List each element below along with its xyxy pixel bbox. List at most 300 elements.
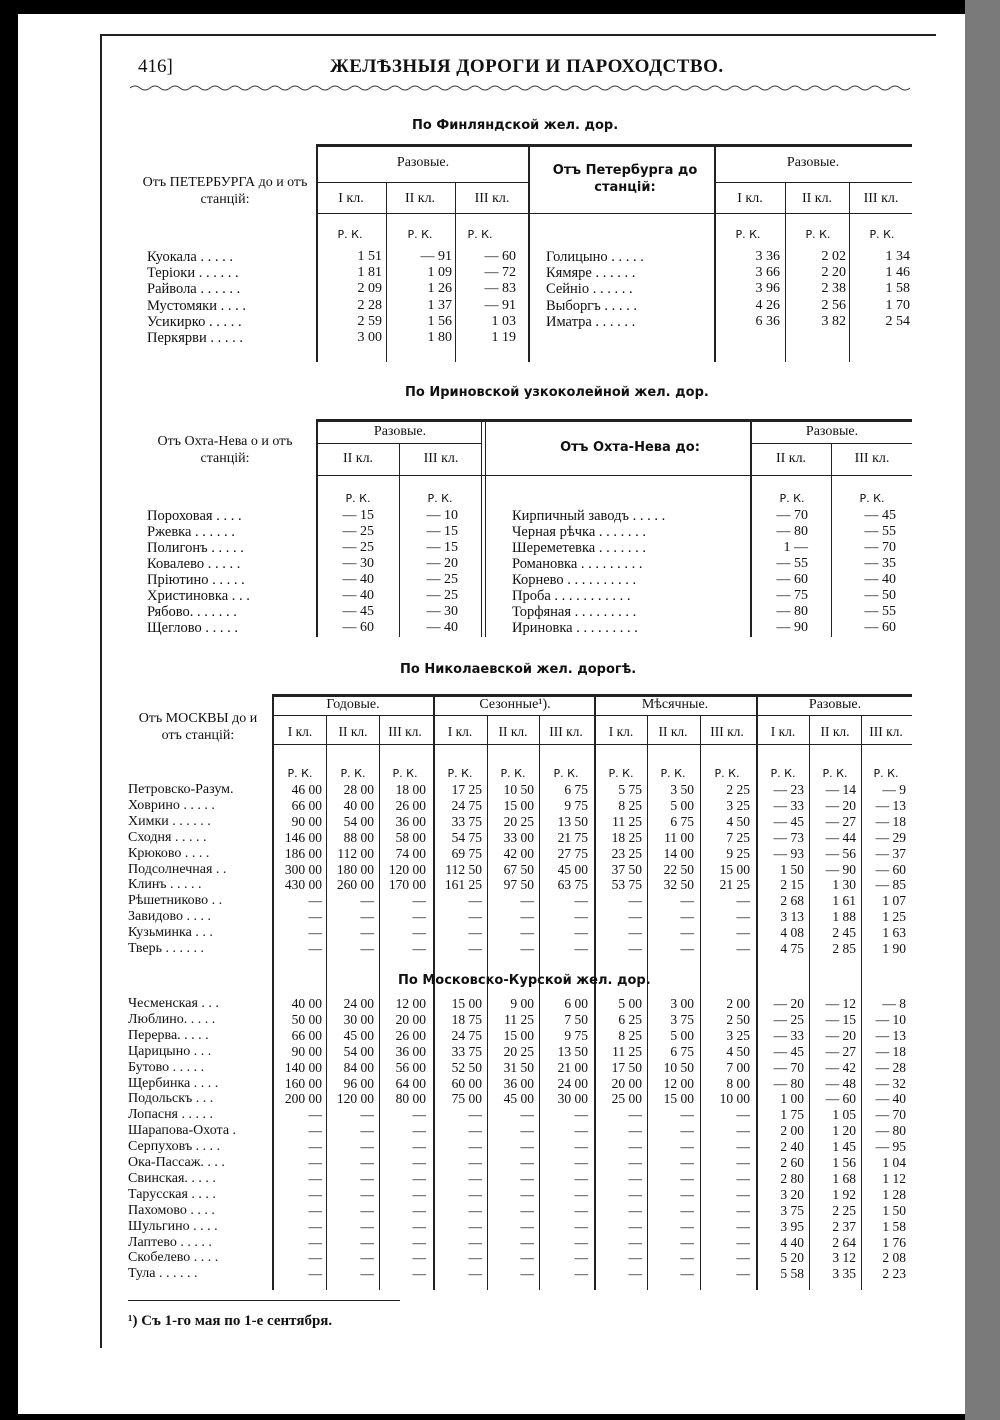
fare-value: 260 00 xyxy=(336,877,374,893)
fare-value: — 45 xyxy=(773,813,804,829)
fare-value: — xyxy=(574,1218,588,1234)
fare-value: — 33 xyxy=(773,1027,804,1043)
fare-value: — xyxy=(574,1266,588,1282)
fare-value: — 60 xyxy=(776,572,808,587)
station-name: Лаптево . . . . . xyxy=(128,1234,212,1250)
fare-value: — xyxy=(468,925,482,941)
fare-value: 2 56 xyxy=(821,297,846,313)
class-header: III кл. xyxy=(854,451,890,466)
fare-value: — xyxy=(680,1155,694,1170)
fare-value: 36 00 xyxy=(395,1043,426,1059)
unit-label: Р. К. xyxy=(873,767,899,780)
fare-value: 2 45 xyxy=(832,925,856,941)
fare-value: 17 50 xyxy=(611,1059,642,1075)
fare-value: 2 54 xyxy=(885,313,910,329)
fare-value: — 85 xyxy=(875,877,906,893)
station-name: Шереметевка . . . . . . . xyxy=(512,540,646,556)
fare-value: — 60 xyxy=(484,249,516,264)
station-name: Выборгъ . . . . . xyxy=(546,297,637,314)
rule xyxy=(455,182,456,362)
fare-value: — xyxy=(680,1234,694,1250)
fare-value: 13 50 xyxy=(557,813,588,829)
fare-value: — 40 xyxy=(875,1091,906,1107)
fare-value: — xyxy=(736,1170,750,1186)
fare-value: 18 25 xyxy=(611,829,642,845)
fare-value: — 80 xyxy=(875,1123,906,1139)
fare-value: — 20 xyxy=(825,797,856,813)
fare-value: 36 00 xyxy=(503,1075,534,1091)
fare-value: — xyxy=(680,1250,694,1266)
fare-value: 13 50 xyxy=(557,1043,588,1059)
station-name: Щеглово . . . . . xyxy=(147,620,239,636)
fare-value: — xyxy=(468,909,482,925)
fare-value: 3 75 xyxy=(670,1011,694,1027)
fare-value: 15 00 xyxy=(503,1027,534,1043)
nikol-left-header: Отъ МОСКВЫ до и отъ станцій: xyxy=(138,711,258,743)
fare-value: — 60 xyxy=(875,861,906,877)
fare-value: — 40 xyxy=(426,620,458,635)
footnote: ¹) Съ 1-го мая по 1-е сентября. xyxy=(128,1313,333,1329)
footnote-rule xyxy=(128,1300,400,1301)
fare-value: 24 00 xyxy=(343,996,374,1011)
class-header: I кл. xyxy=(287,724,313,739)
fare-value: 2 59 xyxy=(357,313,382,329)
fare-value: 1 80 xyxy=(427,330,452,345)
fare-value: — xyxy=(308,1250,322,1266)
station-name: Черная рѣчка . . . . . . . xyxy=(512,524,647,540)
class-header: III кл. xyxy=(549,724,583,739)
fare-value: — 70 xyxy=(773,1059,804,1075)
fare-value: 15 00 xyxy=(451,996,482,1011)
fare-value: 21 25 xyxy=(719,877,750,893)
fare-value: 63 75 xyxy=(557,877,588,893)
fare-value: — 18 xyxy=(875,813,906,829)
fare-value: 1 46 xyxy=(885,265,910,281)
unit-label: Р. К. xyxy=(407,228,433,241)
fare-value: 5 00 xyxy=(618,996,642,1011)
fare-value: — xyxy=(412,1139,426,1155)
fare-value: — xyxy=(628,1170,642,1186)
fare-value: 3 12 xyxy=(832,1250,856,1266)
fare-value: — xyxy=(680,941,694,956)
fare-value: — xyxy=(360,1155,374,1170)
class-header: II кл. xyxy=(338,724,368,739)
fare-value: 32 50 xyxy=(663,877,694,893)
station-name: Христиновка . . . xyxy=(147,588,250,604)
fare-value: 1 75 xyxy=(780,1107,804,1123)
rule xyxy=(316,475,912,476)
fare-value: — 40 xyxy=(864,572,896,587)
class-header: II кл. xyxy=(342,451,374,466)
fare-value: 1 58 xyxy=(882,1218,906,1234)
fare-value: 2 40 xyxy=(780,1139,804,1155)
station-name: Клинъ . . . . . xyxy=(128,877,202,893)
fare-value: — xyxy=(736,1155,750,1170)
fare-value: — xyxy=(628,909,642,925)
fare-value: — xyxy=(308,1186,322,1202)
rule xyxy=(849,182,850,362)
class-header: II кл. xyxy=(801,191,833,206)
station-name: Завидово . . . . xyxy=(128,909,211,925)
fare-value: 300 00 xyxy=(284,861,322,877)
fare-value: — xyxy=(360,1107,374,1123)
class-header: II кл. xyxy=(498,724,528,739)
fare-value: 46 00 xyxy=(291,782,322,797)
section-title-finland: По Финляндской жел. дор. xyxy=(412,118,619,133)
fare-value: — xyxy=(468,1250,482,1266)
rule xyxy=(386,182,387,362)
class-header: II кл. xyxy=(404,191,436,206)
finland-left-header: Отъ ПЕТЕРБУРГА до и отъ станцій: xyxy=(142,175,308,207)
fare-value: — 40 xyxy=(342,572,374,587)
fare-value: — 20 xyxy=(426,556,458,571)
group-header: Сезонные¹). xyxy=(479,697,551,712)
fare-value: 2 60 xyxy=(780,1155,804,1170)
fare-value: 1 30 xyxy=(832,877,856,893)
fare-value: 1 70 xyxy=(885,297,910,313)
fare-value: — 55 xyxy=(864,604,896,619)
fare-value: 96 00 xyxy=(343,1075,374,1091)
fare-value: — xyxy=(412,1186,426,1202)
fare-value: — xyxy=(736,1218,750,1234)
fare-value: 11 25 xyxy=(612,813,642,829)
fare-value: 6 00 xyxy=(564,996,588,1011)
fare-value: 5 58 xyxy=(780,1266,804,1282)
rule xyxy=(316,213,528,214)
fare-value: 4 26 xyxy=(755,297,780,313)
fare-value: — xyxy=(736,1139,750,1155)
fare-value: 21 75 xyxy=(557,829,588,845)
fare-value: — xyxy=(736,1107,750,1123)
fare-value: 3 82 xyxy=(821,313,846,329)
station-name: Кузьминка . . . xyxy=(128,925,213,941)
fare-value: 2 09 xyxy=(357,281,382,297)
fare-value: — xyxy=(520,1202,534,1218)
fare-value: 1 26 xyxy=(427,281,452,297)
fare-value: — 70 xyxy=(776,508,808,523)
fare-value: — 27 xyxy=(825,813,856,829)
rule xyxy=(326,715,327,1290)
fare-value: — xyxy=(468,893,482,909)
page-number: 416] xyxy=(138,56,173,77)
fare-value: — 23 xyxy=(773,782,804,797)
fare-value: — xyxy=(308,1170,322,1186)
fare-value: 33 75 xyxy=(451,813,482,829)
fare-value: — 14 xyxy=(825,782,856,797)
fare-value: 11 25 xyxy=(504,1011,534,1027)
fare-value: — xyxy=(468,1234,482,1250)
fare-value: 4 08 xyxy=(780,925,804,941)
fare-value: 160 00 xyxy=(284,1075,322,1091)
fare-value: — xyxy=(680,1186,694,1202)
fare-value: 69 75 xyxy=(451,845,482,861)
fare-value: 45 00 xyxy=(557,861,588,877)
fare-value: 1 90 xyxy=(882,941,906,956)
group-header: Разовые. xyxy=(808,697,862,712)
fare-value: 146 00 xyxy=(284,829,322,845)
fare-value: 28 00 xyxy=(343,782,374,797)
fare-value: — xyxy=(628,1139,642,1155)
fare-value: 3 36 xyxy=(755,249,780,264)
station-name: Тула . . . . . . xyxy=(128,1266,198,1282)
fare-value: — xyxy=(680,1170,694,1186)
irinov-right-header: Отъ Охта-Нева до: xyxy=(560,440,700,455)
fare-value: — xyxy=(360,1266,374,1282)
fare-value: 14 00 xyxy=(663,845,694,861)
fare-value: 2 25 xyxy=(832,1202,856,1218)
fare-value: — xyxy=(360,909,374,925)
fare-value: — xyxy=(520,1170,534,1186)
unit-label: Р. К. xyxy=(770,767,796,780)
class-header: I кл. xyxy=(447,724,473,739)
fare-value: 6 36 xyxy=(755,313,780,329)
finland-right-header: Отъ Петербурга до станцій: xyxy=(552,163,698,195)
fare-value: — 70 xyxy=(875,1107,906,1123)
station-name: Сходня . . . . . xyxy=(128,829,207,845)
rule xyxy=(481,419,482,637)
fare-value: 10 50 xyxy=(503,782,534,797)
fare-value: — xyxy=(680,1107,694,1123)
fare-value: 3 20 xyxy=(780,1186,804,1202)
fare-value: — xyxy=(360,1234,374,1250)
fare-value: 1 88 xyxy=(832,909,856,925)
fare-value: — xyxy=(574,909,588,925)
fare-value: — xyxy=(360,1123,374,1139)
unit-label: Р. К. xyxy=(779,492,805,505)
fare-value: 1 34 xyxy=(885,249,910,264)
running-head: ЖЕЛѢЗНЫЯ ДОРОГИ И ПАРОХОДСТВО. xyxy=(330,56,724,77)
fare-value: 11 00 xyxy=(664,829,694,845)
fare-value: — 10 xyxy=(426,508,458,523)
station-name: Ковалево . . . . . xyxy=(147,556,241,572)
station-name: Шульгино . . . . xyxy=(128,1218,218,1234)
unit-label: Р. К. xyxy=(340,767,366,780)
fare-value: — 13 xyxy=(875,797,906,813)
fare-value: — xyxy=(360,941,374,956)
fare-value: 45 00 xyxy=(503,1091,534,1107)
fare-value: — xyxy=(308,1155,322,1170)
station-name: Шарапова-Охота . xyxy=(128,1123,237,1139)
fare-value: — 50 xyxy=(864,588,896,603)
fare-value: — xyxy=(308,1266,322,1282)
fare-value: 1 20 xyxy=(832,1123,856,1139)
fare-value: 1 51 xyxy=(357,249,382,264)
fare-value: — xyxy=(308,893,322,909)
station-name: Мустомяки . . . . xyxy=(147,297,246,314)
fare-value: 161 25 xyxy=(444,877,482,893)
fare-value: — xyxy=(520,1218,534,1234)
station-name: Подсолнечная . . xyxy=(128,861,227,877)
fare-value: 67 50 xyxy=(503,861,534,877)
unit-label: Р. К. xyxy=(869,228,895,241)
fare-value: 20 00 xyxy=(395,1011,426,1027)
unit-label: Р. К. xyxy=(392,767,418,780)
fare-value: — 33 xyxy=(773,797,804,813)
fare-value: 12 00 xyxy=(663,1075,694,1091)
fare-value: — xyxy=(628,1218,642,1234)
fare-value: 66 00 xyxy=(291,797,322,813)
fare-value: 36 00 xyxy=(395,813,426,829)
fare-value: 9 00 xyxy=(510,996,534,1011)
fare-value: 1 63 xyxy=(882,925,906,941)
fare-value: — 25 xyxy=(342,524,374,539)
fare-value: — xyxy=(680,909,694,925)
fare-value: — xyxy=(412,909,426,925)
fare-value: 40 00 xyxy=(343,797,374,813)
station-name: Иматра . . . . . . xyxy=(546,313,636,330)
fare-value: — xyxy=(520,893,534,909)
fare-value: 10 00 xyxy=(719,1091,750,1107)
fare-value: 2 25 xyxy=(726,782,750,797)
station-name: Рѣшетниково . . xyxy=(128,893,223,909)
fare-value: 180 00 xyxy=(336,861,374,877)
fare-value: 1 76 xyxy=(882,1234,906,1250)
fare-value: 3 00 xyxy=(670,996,694,1011)
fare-value: — 90 xyxy=(825,861,856,877)
fare-value: — xyxy=(360,1139,374,1155)
station-name: Торфяная . . . . . . . . . xyxy=(512,604,637,620)
fare-value: 6 75 xyxy=(670,813,694,829)
fare-value: — xyxy=(520,1234,534,1250)
fare-value: — xyxy=(520,1123,534,1139)
fare-value: 2 85 xyxy=(832,941,856,956)
station-name: Теріоки . . . . . . xyxy=(147,265,239,282)
unit-label: Р. К. xyxy=(337,228,363,241)
fare-value: — xyxy=(736,1202,750,1218)
fare-value: 74 00 xyxy=(395,845,426,861)
fare-value: — xyxy=(308,909,322,925)
fare-value: — xyxy=(308,1123,322,1139)
fare-value: — xyxy=(628,1266,642,1282)
class-header: II кл. xyxy=(658,724,688,739)
fare-value: 20 25 xyxy=(503,813,534,829)
fare-value: — 73 xyxy=(773,829,804,845)
fare-value: 2 20 xyxy=(821,265,846,281)
fare-value: — 90 xyxy=(776,620,808,635)
fare-value: 1 03 xyxy=(491,313,516,329)
irinov-left-group: Разовые. xyxy=(373,424,427,439)
fare-value: 37 50 xyxy=(611,861,642,877)
station-name: Люблино. . . . . xyxy=(128,1011,216,1027)
fare-value: — xyxy=(412,941,426,956)
fare-value: 24 00 xyxy=(557,1075,588,1091)
finland-right-group: Разовые. xyxy=(786,155,840,170)
fare-value: 30 00 xyxy=(343,1011,374,1027)
fare-value: — xyxy=(412,1266,426,1282)
fare-value: — xyxy=(520,1139,534,1155)
station-name: Лопасня . . . . . xyxy=(128,1107,213,1123)
fare-value: 1 04 xyxy=(882,1155,906,1170)
fare-value: 2 50 xyxy=(726,1011,750,1027)
fare-value: — xyxy=(468,1155,482,1170)
fare-value: — xyxy=(628,1155,642,1170)
fare-value: 42 00 xyxy=(503,845,534,861)
fare-value: — xyxy=(468,1139,482,1155)
fare-value: — xyxy=(680,1123,694,1139)
station-name: Царицыно . . . xyxy=(128,1043,212,1059)
fare-value: — 95 xyxy=(875,1139,906,1155)
station-name: Подольскъ . . . xyxy=(128,1091,214,1107)
fare-value: — xyxy=(736,1186,750,1202)
station-name: Ока-Пассаж. . . . xyxy=(128,1155,225,1170)
fare-value: 66 00 xyxy=(291,1027,322,1043)
fare-value: 3 00 xyxy=(357,330,382,345)
fare-value: 23 25 xyxy=(611,845,642,861)
fare-value: — xyxy=(520,925,534,941)
fare-value: — 48 xyxy=(825,1075,856,1091)
fare-value: — xyxy=(308,1218,322,1234)
fare-value: — xyxy=(412,1218,426,1234)
fare-value: 1 09 xyxy=(427,265,452,281)
station-name: Крюково . . . . xyxy=(128,845,210,861)
fare-value: — xyxy=(468,1186,482,1202)
fare-value: — 8 xyxy=(882,996,906,1011)
fare-value: — 25 xyxy=(773,1011,804,1027)
station-name: Перерва. . . . . xyxy=(128,1027,209,1043)
fare-value: — 37 xyxy=(875,845,906,861)
fare-value: — 55 xyxy=(776,556,808,571)
fare-value: — xyxy=(360,925,374,941)
fare-value: 430 00 xyxy=(284,877,322,893)
class-header: III кл. xyxy=(423,451,459,466)
fare-value: 97 50 xyxy=(503,877,534,893)
station-name: Чесменская . . . xyxy=(128,996,219,1011)
fare-value: 5 75 xyxy=(618,782,642,797)
fare-value: — 55 xyxy=(864,524,896,539)
fare-value: 58 00 xyxy=(395,829,426,845)
fare-value: — xyxy=(574,1123,588,1139)
fare-value: — 93 xyxy=(773,845,804,861)
fare-value: 5 00 xyxy=(670,797,694,813)
unit-label: Р. К. xyxy=(805,228,831,241)
station-name: Усикирко . . . . . xyxy=(147,313,242,330)
fare-value: — 28 xyxy=(875,1059,906,1075)
fare-value: — xyxy=(574,941,588,956)
fare-value: — 72 xyxy=(484,265,516,281)
fare-value: — 30 xyxy=(426,604,458,619)
fare-value: — 27 xyxy=(825,1043,856,1059)
fare-value: — xyxy=(412,893,426,909)
fare-value: — 15 xyxy=(825,1011,856,1027)
fare-value: 15 00 xyxy=(663,1091,694,1107)
fare-value: 6 25 xyxy=(618,1011,642,1027)
fare-value: 90 00 xyxy=(291,1043,322,1059)
fare-value: 6 75 xyxy=(670,1043,694,1059)
station-name: Ховрино . . . . . xyxy=(128,797,215,813)
fare-value: 2 68 xyxy=(780,893,804,909)
fare-value: 52 50 xyxy=(451,1059,482,1075)
fare-value: — 45 xyxy=(864,508,896,523)
fare-value: — xyxy=(412,1170,426,1186)
fare-value: 2 02 xyxy=(821,249,846,264)
class-header: III кл. xyxy=(474,191,510,206)
irinov-left-header: Отъ Охта-Нева о и отъ станцій: xyxy=(157,434,293,466)
fare-value: — 80 xyxy=(776,524,808,539)
station-name: Рябово. . . . . . . xyxy=(147,604,237,620)
fare-value: 2 00 xyxy=(780,1123,804,1139)
fare-value: — 30 xyxy=(342,556,374,571)
fare-value: — 12 xyxy=(825,996,856,1011)
station-name: Скобелево . . . . xyxy=(128,1250,219,1266)
fare-value: 3 75 xyxy=(780,1202,804,1218)
station-name: Пахомово . . . . xyxy=(128,1202,215,1218)
fare-value: — xyxy=(308,925,322,941)
station-name: Ириновка . . . . . . . . . xyxy=(512,620,638,636)
fare-value: 26 00 xyxy=(395,797,426,813)
fare-value: — 25 xyxy=(426,588,458,603)
station-name: Романовка . . . . . . . . . xyxy=(512,556,643,572)
fare-value: — 70 xyxy=(864,540,896,555)
